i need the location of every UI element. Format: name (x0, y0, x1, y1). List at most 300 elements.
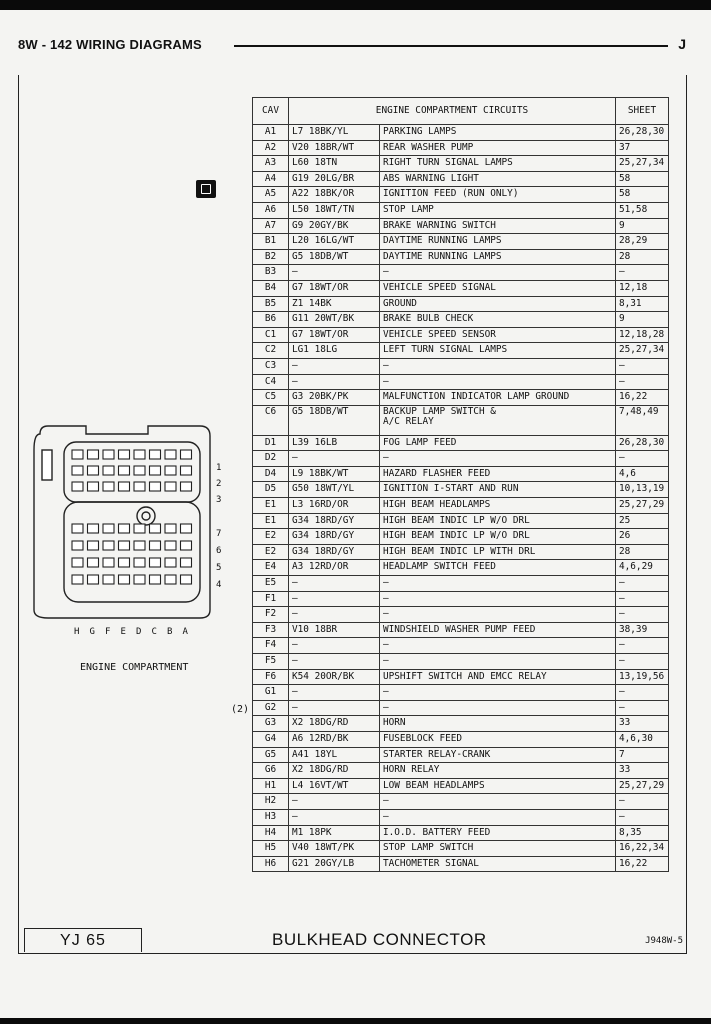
footnote-marker: (2) (231, 704, 250, 715)
connector-pin (150, 541, 161, 550)
cell-cavity: F2 (253, 607, 289, 623)
cell-cavity: G2 (253, 700, 289, 716)
cell-sheet: 33 (616, 763, 669, 779)
connector-pin (88, 541, 99, 550)
connector-pin (150, 450, 161, 459)
cell-circuit: — (289, 700, 380, 716)
connector-pin (165, 466, 176, 475)
table-row (253, 700, 669, 716)
cell-sheet: 13,19,56 (616, 669, 669, 685)
connector-pin (88, 450, 99, 459)
table-row (253, 825, 669, 841)
cell-description: VEHICLE SPEED SIGNAL (380, 280, 616, 296)
cell-sheet: — (616, 794, 669, 810)
header-rule (234, 45, 668, 47)
cell-sheet: 9 (616, 218, 669, 234)
connector-pin (181, 541, 192, 550)
cell-circuit: — (289, 451, 380, 467)
cell-description: BRAKE WARNING SWITCH (380, 218, 616, 234)
cell-circuit: L39 16LB (289, 435, 380, 451)
connector-pin (134, 524, 145, 533)
cell-sheet: 58 (616, 187, 669, 203)
cell-sheet: — (616, 358, 669, 374)
cell-circuit: L60 18TN (289, 156, 380, 172)
cell-sheet: 25,27,34 (616, 156, 669, 172)
table-row (253, 591, 669, 607)
cell-circuit: — (289, 576, 380, 592)
cell-circuit: L3 16RD/OR (289, 498, 380, 514)
table-row (253, 343, 669, 359)
pin-row-number: 4 (216, 580, 222, 590)
cell-description: REAR WASHER PUMP (380, 140, 616, 156)
cell-sheet: 7 (616, 747, 669, 763)
cell-circuit: X2 18DG/RD (289, 716, 380, 732)
connector-pin (119, 558, 130, 567)
cell-cavity: F6 (253, 669, 289, 685)
cell-circuit: A6 12RD/BK (289, 731, 380, 747)
cell-description: FOG LAMP FEED (380, 435, 616, 451)
connector-pin (119, 541, 130, 550)
cell-circuit: G50 18WT/YL (289, 482, 380, 498)
circuit-table (252, 97, 669, 872)
table-row (253, 856, 669, 872)
table-row (253, 435, 669, 451)
cell-cavity: H5 (253, 841, 289, 857)
cell-description: — (380, 809, 616, 825)
cell-sheet: 8,31 (616, 296, 669, 312)
connector-pin (165, 541, 176, 550)
cell-circuit: — (289, 654, 380, 670)
cell-circuit: X2 18DG/RD (289, 763, 380, 779)
connector-pin (150, 524, 161, 533)
connector-pin (72, 558, 83, 567)
cell-sheet: 25,27,29 (616, 778, 669, 794)
table-row (253, 374, 669, 390)
table-row (253, 841, 669, 857)
connector-pin (119, 524, 130, 533)
cell-sheet: — (616, 700, 669, 716)
connector-pin (119, 482, 130, 491)
table-header-row (253, 98, 669, 125)
cell-circuit: G3 20BK/PK (289, 390, 380, 406)
cell-cavity: F1 (253, 591, 289, 607)
cell-description: VEHICLE SPEED SENSOR (380, 327, 616, 343)
cell-cavity: G5 (253, 747, 289, 763)
table-row (253, 529, 669, 545)
cell-cavity: A4 (253, 171, 289, 187)
connector-pin (134, 558, 145, 567)
model-code-icon (196, 180, 216, 198)
pin-column-letter: A (182, 627, 188, 637)
cell-sheet: — (616, 654, 669, 670)
cell-description: BRAKE BULB CHECK (380, 312, 616, 328)
connector-pin (72, 524, 83, 533)
connector-pin (88, 524, 99, 533)
cell-circuit: Z1 14BK (289, 296, 380, 312)
cell-circuit: — (289, 591, 380, 607)
cell-description: HORN (380, 716, 616, 732)
connector-pin (103, 450, 114, 459)
cell-sheet: 25,27,29 (616, 498, 669, 514)
cell-description: HAZARD FLASHER FEED (380, 466, 616, 482)
connector-latch (42, 450, 52, 480)
cell-cavity: D4 (253, 466, 289, 482)
cell-sheet: 4,6 (616, 466, 669, 482)
cell-sheet: 37 (616, 140, 669, 156)
cell-description: ABS WARNING LIGHT (380, 171, 616, 187)
table-row (253, 482, 669, 498)
connector-pin (134, 482, 145, 491)
table-row (253, 778, 669, 794)
bottom-border (0, 1018, 711, 1024)
cell-description: — (380, 591, 616, 607)
cell-description: STOP LAMP (380, 202, 616, 218)
cell-circuit: G7 18WT/OR (289, 327, 380, 343)
cell-description: — (380, 576, 616, 592)
connector-pin (134, 466, 145, 475)
cell-circuit: G5 18DB/WT (289, 249, 380, 265)
connector-pin (72, 541, 83, 550)
center-bolt (137, 507, 155, 525)
cell-sheet: 26 (616, 529, 669, 545)
connector-pin (103, 466, 114, 475)
cell-description: I.O.D. BATTERY FEED (380, 825, 616, 841)
table-row (253, 544, 669, 560)
connector-pin (119, 575, 130, 584)
table-row (253, 202, 669, 218)
top-border (0, 0, 711, 10)
connector-pin (88, 558, 99, 567)
cell-sheet: — (616, 451, 669, 467)
cell-description: GROUND (380, 296, 616, 312)
cell-circuit: M1 18PK (289, 825, 380, 841)
connector-pin (150, 482, 161, 491)
connector-pin (103, 482, 114, 491)
lower-block (64, 502, 200, 602)
cell-cavity: A5 (253, 187, 289, 203)
table-row (253, 638, 669, 654)
footer-model-page: YJ 65 (24, 928, 142, 952)
cell-circuit: G21 20GY/LB (289, 856, 380, 872)
cell-sheet: 4,6,30 (616, 731, 669, 747)
cell-circuit: — (289, 358, 380, 374)
cell-cavity: H4 (253, 825, 289, 841)
connector-pin (103, 575, 114, 584)
cell-sheet: 28,29 (616, 234, 669, 250)
cell-circuit: V10 18BR (289, 622, 380, 638)
table-row (253, 809, 669, 825)
table-row (253, 125, 669, 141)
cell-cavity: E5 (253, 576, 289, 592)
cell-description: — (380, 700, 616, 716)
table-row (253, 731, 669, 747)
table-row (253, 576, 669, 592)
cell-cavity: G6 (253, 763, 289, 779)
cell-description: FUSEBLOCK FEED (380, 731, 616, 747)
cell-description: HIGH BEAM INDIC LP W/O DRL (380, 513, 616, 529)
table-row (253, 234, 669, 250)
connector-pin (72, 482, 83, 491)
table-row (253, 669, 669, 685)
cell-sheet: 16,22,34 (616, 841, 669, 857)
cell-cavity: E2 (253, 529, 289, 545)
table-row (253, 763, 669, 779)
connector-pin (165, 482, 176, 491)
cell-cavity: D5 (253, 482, 289, 498)
cell-description: — (380, 654, 616, 670)
cell-circuit: G34 18RD/GY (289, 529, 380, 545)
cell-circuit: L4 16VT/WT (289, 778, 380, 794)
header-sheet: SHEET (616, 98, 669, 125)
cell-cavity: B6 (253, 312, 289, 328)
pin-row-number: 1 (216, 463, 222, 473)
pin-row-number: 3 (216, 495, 222, 505)
table-row (253, 794, 669, 810)
cell-description: HIGH BEAM INDIC LP WITH DRL (380, 544, 616, 560)
cell-sheet: 26,28,30 (616, 125, 669, 141)
cell-circuit: L7 18BK/YL (289, 125, 380, 141)
cell-description: TACHOMETER SIGNAL (380, 856, 616, 872)
cell-circuit: G34 18RD/GY (289, 513, 380, 529)
cell-cavity: F3 (253, 622, 289, 638)
connector-pin (119, 450, 130, 459)
pin-column-letter: F (105, 627, 111, 637)
connector-pin (150, 558, 161, 567)
connector-label: ENGINE COMPARTMENT (80, 662, 189, 673)
cell-sheet: 58 (616, 171, 669, 187)
cell-cavity: E1 (253, 513, 289, 529)
cell-sheet: 12,18 (616, 280, 669, 296)
connector-pin (134, 541, 145, 550)
cell-description: DAYTIME RUNNING LAMPS (380, 234, 616, 250)
cell-sheet: — (616, 591, 669, 607)
connector-pin (165, 524, 176, 533)
table-row (253, 622, 669, 638)
cell-circuit: G19 20LG/BR (289, 171, 380, 187)
cell-cavity: E1 (253, 498, 289, 514)
cell-cavity: C5 (253, 390, 289, 406)
cell-circuit: — (289, 607, 380, 623)
cell-circuit: V20 18BR/WT (289, 140, 380, 156)
cell-circuit: L50 18WT/TN (289, 202, 380, 218)
cell-circuit: L9 18BK/WT (289, 466, 380, 482)
cell-sheet: — (616, 607, 669, 623)
pin-column-letter: E (120, 627, 126, 637)
connector-pin (181, 466, 192, 475)
cell-description: — (380, 685, 616, 701)
pin-column-letter: H (74, 627, 80, 637)
table-row (253, 280, 669, 296)
cell-description: — (380, 794, 616, 810)
table-row (253, 466, 669, 482)
cell-description: RIGHT TURN SIGNAL LAMPS (380, 156, 616, 172)
cell-cavity: C2 (253, 343, 289, 359)
pin-row-number: 5 (216, 563, 222, 573)
cell-sheet: 51,58 (616, 202, 669, 218)
table-row (253, 218, 669, 234)
connector-pin (181, 575, 192, 584)
cell-sheet: — (616, 809, 669, 825)
connector-pin (103, 558, 114, 567)
header-circuits: ENGINE COMPARTMENT CIRCUITS (289, 98, 616, 125)
table-row (253, 607, 669, 623)
cell-sheet: — (616, 374, 669, 390)
cell-sheet: 25,27,34 (616, 343, 669, 359)
cell-sheet: — (616, 576, 669, 592)
center-bolt-inner (142, 512, 150, 520)
upper-block (64, 442, 200, 502)
cell-circuit: — (289, 265, 380, 281)
cell-description: WINDSHIELD WASHER PUMP FEED (380, 622, 616, 638)
cell-cavity: A3 (253, 156, 289, 172)
cell-sheet: 38,39 (616, 622, 669, 638)
table-row (253, 296, 669, 312)
cell-sheet: — (616, 685, 669, 701)
cell-sheet: 4,6,29 (616, 560, 669, 576)
cell-description: STOP LAMP SWITCH (380, 841, 616, 857)
footer-figure-code: J948W-5 (645, 936, 683, 946)
table-row (253, 560, 669, 576)
connector-pin (103, 541, 114, 550)
cell-sheet: 9 (616, 312, 669, 328)
cell-description: HEADLAMP SWITCH FEED (380, 560, 616, 576)
pin-column-letter: G (89, 627, 95, 637)
cell-description: IGNITION FEED (RUN ONLY) (380, 187, 616, 203)
cell-description: IGNITION I-START AND RUN (380, 482, 616, 498)
cell-description: — (380, 265, 616, 281)
connector-pin (134, 575, 145, 584)
cell-cavity: F4 (253, 638, 289, 654)
cell-description: HIGH BEAM INDIC LP W/O DRL (380, 529, 616, 545)
connector-pin (72, 575, 83, 584)
cell-circuit: — (289, 374, 380, 390)
table-row (253, 716, 669, 732)
cell-description: UPSHIFT SWITCH AND EMCC RELAY (380, 669, 616, 685)
connector-pin (181, 482, 192, 491)
table-row (253, 265, 669, 281)
connector-pin (134, 450, 145, 459)
cell-description: PARKING LAMPS (380, 125, 616, 141)
cell-cavity: G1 (253, 685, 289, 701)
cell-sheet: 33 (616, 716, 669, 732)
table-row (253, 654, 669, 670)
cell-circuit: L20 16LG/WT (289, 234, 380, 250)
cell-cavity: B2 (253, 249, 289, 265)
table-row (253, 358, 669, 374)
connector-pin (103, 524, 114, 533)
cell-cavity: B5 (253, 296, 289, 312)
table-row (253, 747, 669, 763)
cell-circuit: V40 18WT/PK (289, 841, 380, 857)
cell-circuit: G7 18WT/OR (289, 280, 380, 296)
table-row (253, 685, 669, 701)
connector-pin (165, 558, 176, 567)
cell-cavity: A6 (253, 202, 289, 218)
cell-description: — (380, 451, 616, 467)
footer-title: BULKHEAD CONNECTOR (272, 930, 487, 949)
cell-cavity: B3 (253, 265, 289, 281)
connector-pin (165, 575, 176, 584)
table-row (253, 140, 669, 156)
cell-circuit: A3 12RD/OR (289, 560, 380, 576)
cell-description: — (380, 638, 616, 654)
page-header-title: 8W - 142 WIRING DIAGRAMS (18, 37, 202, 52)
bulkhead-connector-diagram (28, 420, 228, 640)
table-row (253, 312, 669, 328)
table-row (253, 156, 669, 172)
cell-sheet: 12,18,28 (616, 327, 669, 343)
connector-pin (119, 466, 130, 475)
cell-sheet: 7,48,49 (616, 405, 669, 435)
connector-pin (150, 466, 161, 475)
table-row (253, 249, 669, 265)
cell-sheet: 25 (616, 513, 669, 529)
cell-cavity: D1 (253, 435, 289, 451)
table-row (253, 513, 669, 529)
cell-cavity: H2 (253, 794, 289, 810)
cell-circuit: G34 18RD/GY (289, 544, 380, 560)
cell-cavity: A2 (253, 140, 289, 156)
cell-sheet: 8,35 (616, 825, 669, 841)
cell-description: — (380, 607, 616, 623)
cell-circuit: — (289, 809, 380, 825)
cell-sheet: 28 (616, 249, 669, 265)
cell-circuit: A22 18BK/OR (289, 187, 380, 203)
table-row (253, 405, 669, 435)
connector-pin (165, 450, 176, 459)
cell-circuit: LG1 18LG (289, 343, 380, 359)
cell-description: — (380, 358, 616, 374)
table-row (253, 451, 669, 467)
cell-sheet: — (616, 638, 669, 654)
connector-pin (88, 466, 99, 475)
cell-circuit: — (289, 794, 380, 810)
cell-cavity: C1 (253, 327, 289, 343)
cell-circuit: G9 20GY/BK (289, 218, 380, 234)
cell-sheet: 28 (616, 544, 669, 560)
cell-cavity: F5 (253, 654, 289, 670)
cell-cavity: H6 (253, 856, 289, 872)
cell-description: LEFT TURN SIGNAL LAMPS (380, 343, 616, 359)
connector-pin (72, 450, 83, 459)
cell-circuit: K54 20OR/BK (289, 669, 380, 685)
cell-cavity: D2 (253, 451, 289, 467)
cell-sheet: 26,28,30 (616, 435, 669, 451)
cell-description: LOW BEAM HEADLAMPS (380, 778, 616, 794)
pin-row-number: 7 (216, 529, 222, 539)
cell-circuit: — (289, 638, 380, 654)
table-row (253, 390, 669, 406)
page-header-section: J (678, 36, 686, 52)
cell-sheet: 16,22 (616, 856, 669, 872)
cell-cavity: H3 (253, 809, 289, 825)
page-header (18, 36, 686, 56)
cell-cavity: E2 (253, 544, 289, 560)
table-row (253, 171, 669, 187)
connector-pin (181, 450, 192, 459)
pin-row-number: 6 (216, 546, 222, 556)
pin-column-letter: D (136, 627, 142, 637)
header-cav: CAV (253, 98, 289, 125)
cell-description: BACKUP LAMP SWITCH & A/C RELAY (380, 405, 616, 435)
table-row (253, 327, 669, 343)
pin-column-letter: C (151, 627, 157, 637)
cell-circuit: — (289, 685, 380, 701)
pin-column-letter: B (167, 627, 173, 637)
table-row (253, 187, 669, 203)
cell-description: HIGH BEAM HEADLAMPS (380, 498, 616, 514)
cell-sheet: 16,22 (616, 390, 669, 406)
